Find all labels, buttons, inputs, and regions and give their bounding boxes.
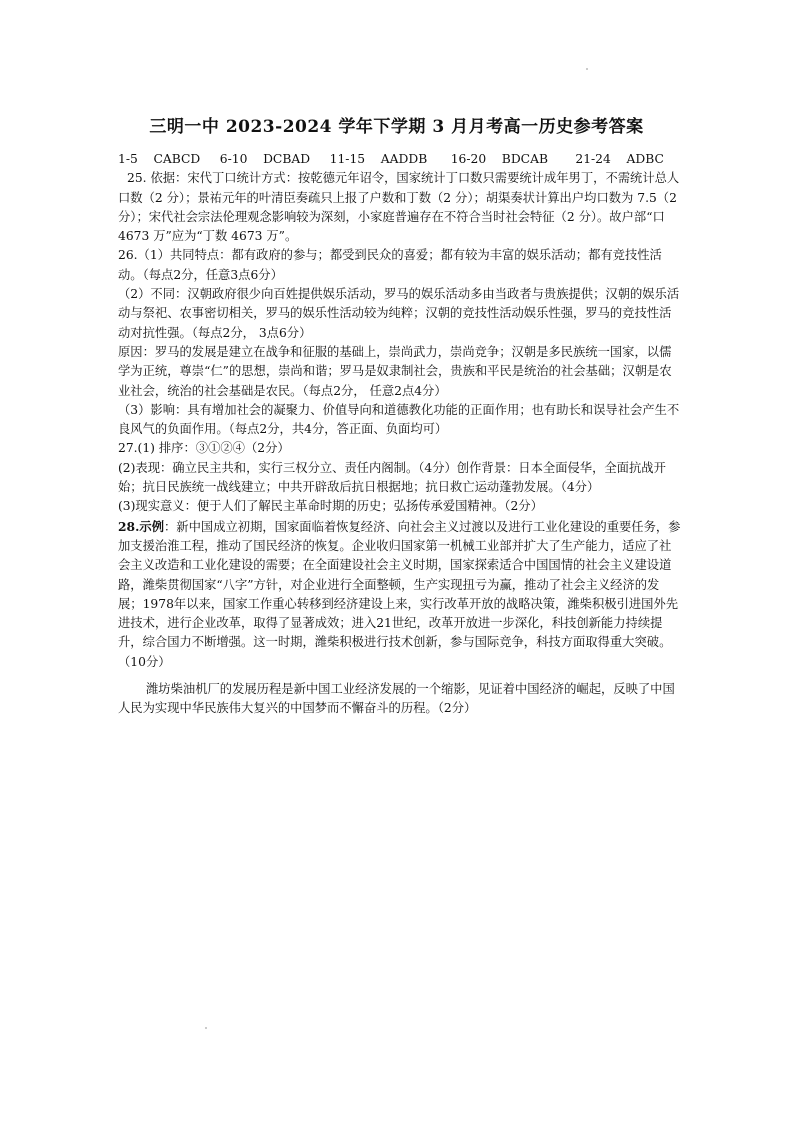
answer-q28-conclusion: 潍坊柴油机厂的发展历程是新中国工业经济发展的一个缩影，见证着中国经济的崛起，反映了中国人民为实现中华民族伟大复兴的中国梦而不懈奋斗的历程。（2分） (118, 682, 675, 716)
answer-q26-reason: 原因：罗马的发展是建立在战争和征服的基础上，崇尚武力，崇尚竞争；汉朝是多民族统一国家，以儒学为正统，尊崇“仁”的思想，崇尚和谐；罗马是奴隶制社会，贵族和平民是统治的社会基础；汉朝是农业社会，统治的社会基础是农民。（每点2分， 任意2点4分） (118, 344, 672, 398)
answer-q25: 25. 依据：宋代丁口统计方式：按乾德元年诏令，国家统计丁口数只需要统计成年男丁，不需统计总人口数（2 分）；景祐元年的叶清臣奏疏只上报了户数和丁数（2 分）；胡渠奏状计算出户均口数为 7.5（2 分）；宋代社会宗法伦理观念影响较为深刻，小家庭普遍存在不符合当时社会特征（2 分）。故户部“口 4673 万”应为“丁数 4673 万”。 (118, 171, 680, 244)
paragraph-gap (118, 672, 683, 680)
answer-q26-part3: （3）影响：具有增加社会的凝聚力、价值导向和道德教化功能的正面作用；也有助长和误导社会产生不良风气的负面作用。（每点2分，共4分，答正面、负面均可） (118, 402, 680, 437)
page-title: 三明一中 2023-2024 学年下学期 3 月月考高一历史参考答案 (149, 117, 644, 137)
multiple-choice-answers: 1-5 CABCD 6-10 DCBAD 11-15 AADDB 16-20 BDCAB 21-24 ADBC (118, 152, 664, 166)
scan-speck (586, 68, 588, 70)
answer-content (118, 150, 683, 719)
answer-q28 (118, 517, 683, 672)
scan-speck (205, 1027, 207, 1029)
answer-q27-part2: (2)表现：确立民主共和，实行三权分立、责任内阁制。（4分）创作背景：日本全面侵华，全面抗战开始；抗日民族统一战线建立；中共开辟敌后抗日根据地；抗日救亡运动蓬勃发展。（4分） (118, 460, 666, 495)
answer-q28-body: ：新中国成立初期，国家面临着恢复经济、向社会主义过渡以及进行工业化建设的重要任务，参加支援治淮工程，推动了国民经济的恢复。企业收归国家第一机械工业部并扩大了生产能力，适应了社会主义改造和工业化建设的需要；在全面建设社会主义时期，国家探索适合中国国情的社会主义建设道路，潍柴贯彻国家“八字”方针，对企业进行全面整顿，生产实现扭亏为赢，推动了社会主义经济的发展；1978年以来，国家工作重心转移到经济建设上来，实行改革开放的战略决策，潍柴积极引进国外先进技术，进行企业改革，取得了显著成效；进入21世纪，改革开放进一步深化，科技创新能力持续提升，综合国力不断增强。这一时期，潍柴积极进行技术创新，参与国际竞争，科技方面取得重大突破。（10分） (118, 519, 681, 669)
answer-q26-part2: （2）不同：汉朝政府很少向百姓提供娱乐活动，罗马的娱乐活动多由当政者与贵族提供；汉朝的娱乐活动与祭祀、农事密切相关，罗马的娱乐性活动较为纯粹；汉朝的竞技性活动娱乐性强，罗马的竞技性活动对抗性强。（每点2分， 3点6分） (118, 287, 680, 340)
answer-q27-part3: (3)现实意义：便于人们了解民主革命时期的历史；弘扬传承爱国精神。（2分） (118, 499, 543, 514)
answer-q26-part1: 26.（1）共同特点：都有政府的参与；都受到民众的喜爱；都有较为丰富的娱乐活动；都有竞技性活动。（每点2分，任意3点6分） (118, 248, 662, 282)
answer-q27-part1: 27.(1) 排序：③①②④（2分） (118, 441, 290, 456)
answer-q28-label: 28.示例 (118, 518, 164, 534)
